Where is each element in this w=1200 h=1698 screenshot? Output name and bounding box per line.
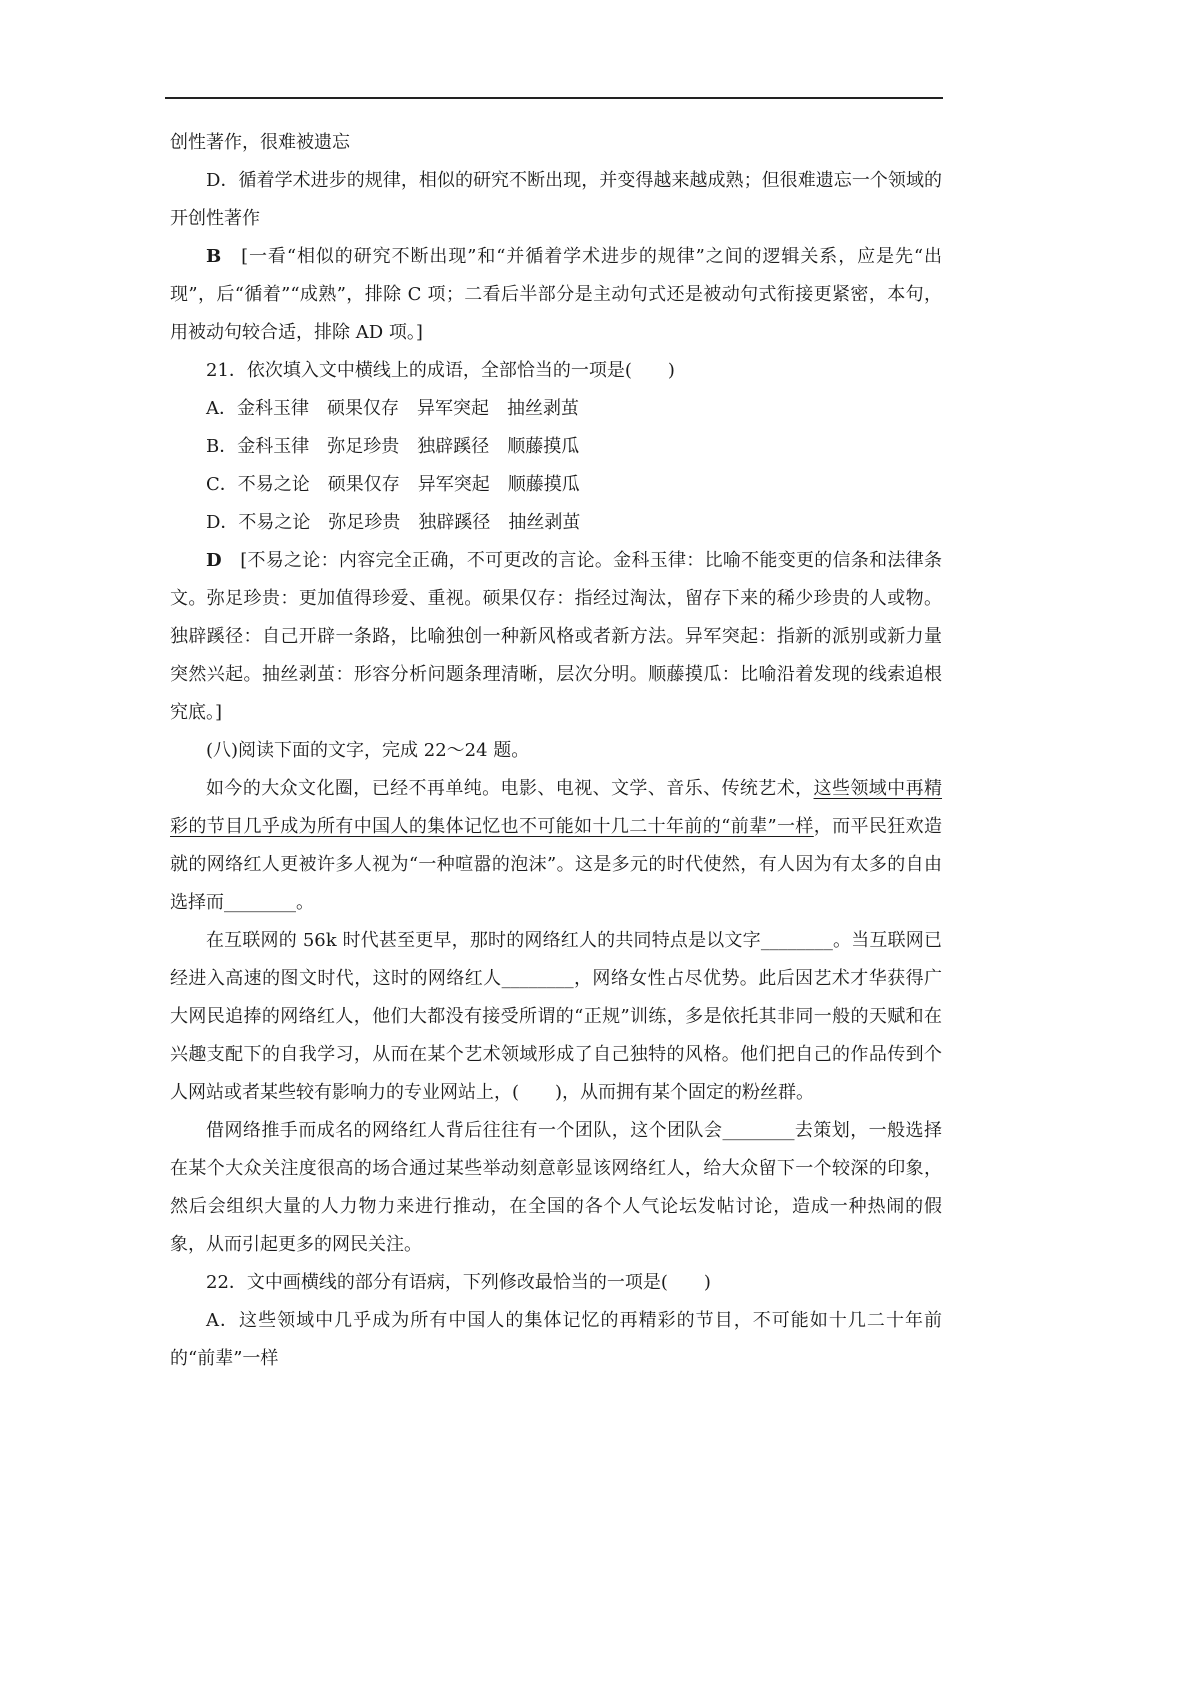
answer-explanation: [不易之论：内容完全正确，不可更改的言论。金科玉律：比喻不能变更的信条和法律条文。弥足珍贵：更加值得珍爱、重视。硕果仅存：指经过淘汰，留存下来的稀少珍贵的人或物。独辟蹊径：自己开辟一条路，比喻独创一种新风格或者新方法。异军突起：指新的派别或新力量突然兴起。抽丝剥茧：形容分析问题条理清晰，层次分明。顺藤摸瓜：比喻沿着发现的线索追根究底。] [170,550,942,723]
q21-option-d: D．不易之论 弥足珍贵 独辟蹊径 抽丝剥茧 [206,512,581,533]
q20-option-c-tail: 创性著作，很难被遗忘 [170,132,350,153]
paragraph-text: 如今的大众文化圈，已经不再单纯。电影、电视、文学、音乐、传统艺术， [206,778,814,799]
passage-paragraph-3: 借网络推手而成名的网络红人背后往往有一个团队，这个团队会________去策划，一般选择在某个大众关注度很高的场合通过某些举动刻意彰显该网络红人，给大众留下一个较深的印象，然后会组织大量的人力物力来进行推动，在全国的各个人气论坛发帖讨论，造成一种热闹的假象，从而引起更多的网民关注。 [170,1120,942,1255]
header-rule [165,97,943,99]
passage-paragraph-2: 在互联网的 56k 时代甚至更早，那时的网络红人的共同特点是以文字________。当互联网已经进入高速的图文时代，这时的网络红人________，网络女性占尽优势。此后因艺术才华获得广大网民追捧的网络红人，他们大都没有接受所谓的“正规”训练，多是依托其非同一般的天赋和在兴趣支配下的自我学习，从而在某个艺术领域形成了自己独特的风格。他们把自己的作品传到个人网站或者某些较有影响力的专业网站上，( )，从而拥有某个固定的粉丝群。 [170,930,942,1103]
paragraph-text: ，而平民狂欢造就的网络红人更被许多人视为“一种喧嚣的泡沫”。这是多元的时代使然，有人因为有太多的自由选择而________。 [170,816,943,913]
q20-option-d: D．循着学术进步的规律，相似的研究不断出现，并变得越来越成熟；但很难遗忘一个领域的开创性著作 [170,170,942,229]
q21-option-c: C．不易之论 硕果仅存 异军突起 顺藤摸瓜 [206,474,580,495]
q20-answer [170,238,942,352]
page-content [170,124,942,1378]
q21-option-b: B．金科玉律 弥足珍贵 独辟蹊径 顺藤摸瓜 [206,436,580,457]
answer-label: B [206,246,222,267]
answer-explanation: [一看“相似的研究不断出现”和“并循着学术进步的规律”之间的逻辑关系，应是先“出现”，后“循着”“成熟”，排除 C 项；二看后半部分是主动句式还是被动句式衔接更紧密，本句，用被动句较合适，排除 AD 项。] [170,246,943,343]
passage-paragraph-1 [170,770,942,922]
q21-answer [170,542,942,732]
q22-question: 22．文中画横线的部分有语病，下列修改最恰当的一项是( ) [206,1272,711,1293]
q22-option-a: A．这些领域中几乎成为所有中国人的集体记忆的再精彩的节目，不可能如十几二十年前的“前辈”一样 [170,1310,942,1369]
underlined-sentence: 这些领域中再精彩的节目几乎成为所有中国人的集体记忆也不可能如十几二十年前的“前辈”一样 [170,778,943,837]
q21-question: 21．依次填入文中横线上的成语，全部恰当的一项是( ) [206,360,675,381]
answer-label: D [206,550,222,571]
q21-option-a: A．金科玉律 硕果仅存 异军突起 抽丝剥茧 [206,398,579,419]
section-heading: (八)阅读下面的文字，完成 22～24 题。 [206,740,530,761]
